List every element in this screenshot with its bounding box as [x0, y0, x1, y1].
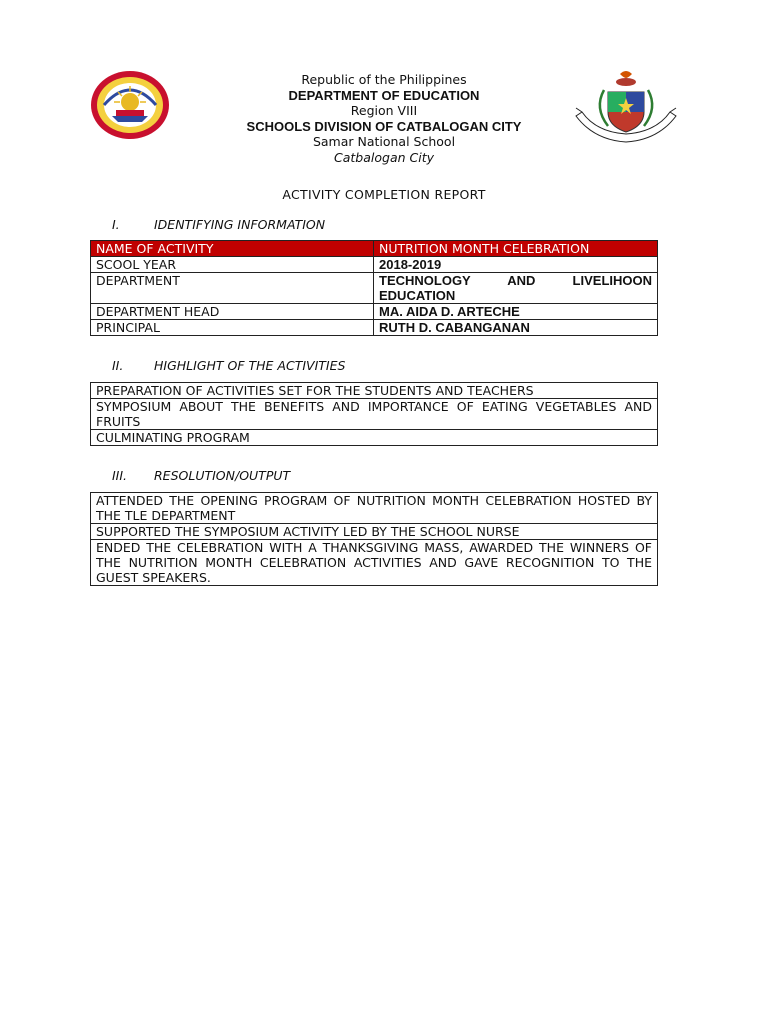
resolution-item: SUPPORTED THE SYMPOSIUM ACTIVITY LED BY THE SCHOOL NURSE — [91, 524, 658, 540]
section-number: I. — [112, 217, 120, 232]
info-label: DEPARTMENT HEAD — [91, 304, 374, 320]
deped-seal-icon — [90, 70, 170, 140]
letterhead — [200, 72, 568, 165]
resolution-item: ATTENDED THE OPENING PROGRAM OF NUTRITION MONTH CELEBRATION HOSTED BY THE TLE DEPARTMENT — [91, 493, 658, 524]
section-heading-identifying — [112, 217, 325, 232]
info-label: SCOOL YEAR — [91, 257, 374, 273]
table-row — [91, 399, 658, 430]
highlights-table — [90, 382, 658, 446]
resolution-table — [90, 492, 658, 586]
report-title: ACTIVITY COMPLETION REPORT — [282, 187, 486, 202]
table-row — [91, 241, 658, 257]
letterhead-city: Catbalogan City — [334, 149, 434, 165]
section-heading-resolution — [112, 468, 290, 483]
table-row — [91, 540, 658, 586]
resolution-item: ENDED THE CELEBRATION WITH A THANKSGIVING MASS, AWARDED THE WINNERS OF THE NUTRITION MONTH CELEBRATION ACTIVITIES AND GAVE RECOGNITION TO THE GUEST SPEAKERS. — [91, 540, 658, 586]
info-label: DEPARTMENT — [91, 273, 374, 304]
letterhead-region: Region VIII — [350, 103, 418, 118]
info-value: MA. AIDA D. ARTECHE — [374, 304, 658, 320]
section-title: IDENTIFYING INFORMATION — [154, 217, 326, 232]
highlight-item: CULMINATING PROGRAM — [91, 430, 658, 446]
letterhead-division: SCHOOLS DIVISION OF CATBALOGAN CITY — [246, 118, 522, 134]
letterhead-department: DEPARTMENT OF EDUCATION — [288, 87, 480, 103]
table-row — [91, 383, 658, 399]
table-row — [91, 430, 658, 446]
section-title: RESOLUTION/OUTPUT — [154, 468, 291, 483]
section-number: II. — [112, 358, 124, 373]
identifying-info-table — [90, 240, 658, 336]
letterhead-republic: Republic of the Philippines — [301, 72, 467, 87]
info-label: PRINCIPAL — [91, 320, 374, 336]
table-row — [91, 493, 658, 524]
table-row — [91, 320, 658, 336]
info-value: NUTRITION MONTH CELEBRATION — [374, 241, 658, 257]
highlight-item: PREPARATION OF ACTIVITIES SET FOR THE STUDENTS AND TEACHERS — [91, 383, 658, 399]
highlight-item: SYMPOSIUM ABOUT THE BENEFITS AND IMPORTANCE OF EATING VEGETABLES AND FRUITS — [91, 399, 658, 430]
letterhead-school: Samar National School — [312, 134, 456, 149]
info-value: RUTH D. CABANGANAN — [374, 320, 658, 336]
section-heading-highlights — [112, 358, 345, 373]
table-row — [91, 257, 658, 273]
table-row — [91, 524, 658, 540]
section-number: III. — [112, 468, 128, 483]
table-row — [91, 304, 658, 320]
info-label: NAME OF ACTIVITY — [91, 241, 374, 257]
school-crest-icon — [574, 68, 678, 148]
section-title: HIGHLIGHT OF THE ACTIVITIES — [154, 358, 346, 373]
table-row — [91, 273, 658, 304]
info-value: 2018-2019 — [374, 257, 658, 273]
info-value: TECHNOLOGY AND LIVELIHOON EDUCATION — [374, 273, 658, 304]
